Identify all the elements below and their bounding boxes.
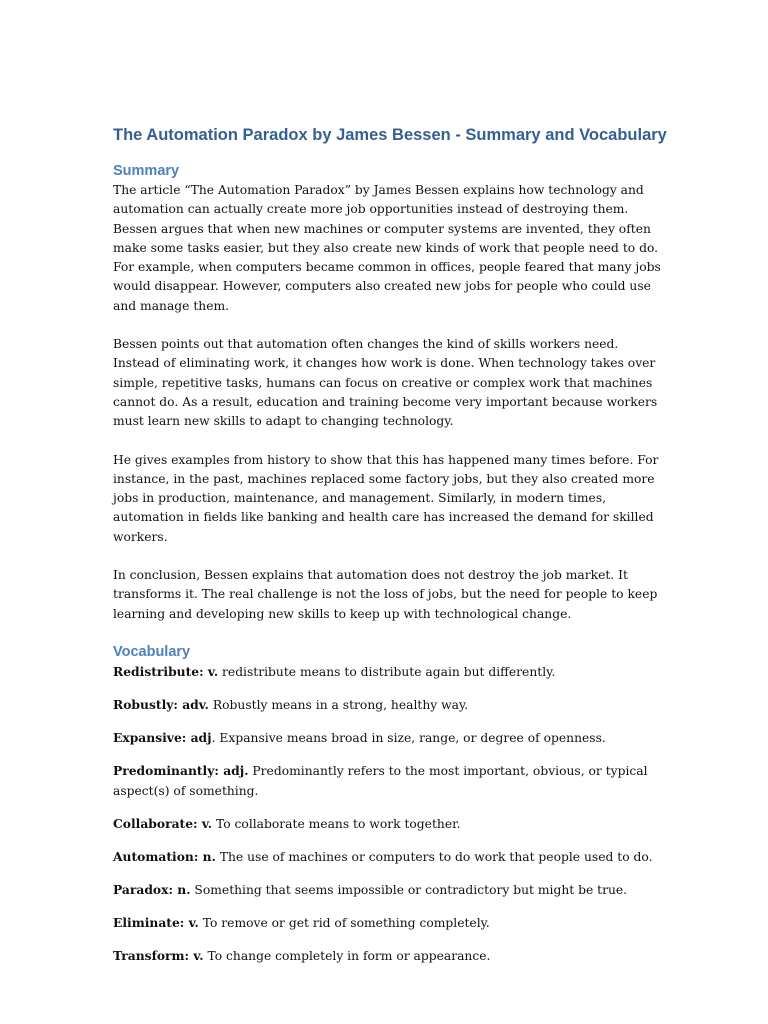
vocabulary-definition: The use of machines or computers to do work that people used to do. [215, 849, 653, 864]
vocabulary-item-expansive [113, 728, 661, 748]
vocabulary-term: Transform: v. [113, 947, 204, 963]
summary-paragraph-3: He gives examples from history to show that this has happened many times before. For instance, in the past, machines replaced some factory jobs, but they also created more jobs in production, maintenance, and management. Similarly, in modern times, automation in fields like banking and health care has increased the demand for skilled workers. [113, 452, 659, 544]
vocabulary-item-paradox [113, 880, 661, 900]
vocabulary-term: Eliminate: v. [113, 914, 199, 930]
summary-paragraph-2: Bessen points out that automation often changes the kind of skills workers need. Instead of eliminating work, it changes how work is done. When technology takes over simple, repetitive tasks, humans can focus on creative or complex work that machines cannot do. As a result, education and training become very important because workers must learn new skills to adapt to changing technology. [113, 337, 658, 429]
vocabulary-item-eliminate [113, 913, 661, 933]
vocabulary-definition: Predominantly refers to the most important, obvious, or typical aspect(s) of something. [113, 764, 648, 798]
vocabulary-definition: Robustly means in a strong, healthy way. [208, 698, 469, 713]
vocabulary-definition: To remove or get rid of something completely. [198, 915, 490, 930]
vocabulary-item-automation [113, 847, 661, 867]
vocabulary-definition: To collaborate means to work together. [212, 816, 461, 831]
vocabulary-definition: To change completely in form or appearance. [203, 948, 491, 963]
summary-section [113, 181, 661, 624]
vocabulary-term: Predominantly: adj. [113, 763, 249, 779]
summary-heading: Summary [113, 163, 180, 179]
vocabulary-definition: Something that seems impossible or contradictory but might be true. [190, 882, 628, 897]
vocabulary-item-collaborate [113, 814, 661, 834]
vocabulary-definition: redistribute means to distribute again but differently. [218, 664, 556, 679]
vocabulary-list [113, 662, 661, 966]
vocabulary-term: Robustly: adv. [113, 697, 209, 713]
vocabulary-item-transform [113, 946, 661, 966]
vocabulary-item-robustly [113, 695, 661, 715]
vocabulary-term: Expansive: adj [113, 730, 212, 746]
vocabulary-term: Collaborate: v. [113, 815, 213, 831]
document-title: The Automation Paradox by James Bessen - Summary and Vocabulary [113, 126, 667, 144]
document-body [113, 122, 667, 979]
summary-paragraph-1: The article “The Automation Paradox” by James Bessen explains how technology and automation can actually create more job opportunities instead of destroying them. Bessen argues that when new machines or computer systems are invented, they often make some tasks easier, but they also create new kinds of work that people need to do. For example, when computers became common in offices, people feared that many jobs would disappear. However, computers also created new jobs for people who could use and manage them. [113, 183, 661, 313]
vocabulary-definition: . Expansive means broad in size, range, or degree of openness. [211, 731, 606, 746]
vocabulary-item-predominantly [113, 761, 661, 801]
vocabulary-heading: Vocabulary [113, 643, 191, 660]
vocabulary-term: Paradox: n. [113, 881, 191, 897]
vocabulary-term: Redistribute: v. [113, 663, 219, 679]
summary-paragraph-4: In conclusion, Bessen explains that automation does not destroy the job market. It transforms it. The real challenge is not the loss of jobs, but the need for people to keep learning and developing new skills to keep up with technological change. [113, 568, 658, 621]
vocabulary-item-redistribute [113, 662, 661, 682]
vocabulary-term: Automation: n. [113, 848, 216, 864]
